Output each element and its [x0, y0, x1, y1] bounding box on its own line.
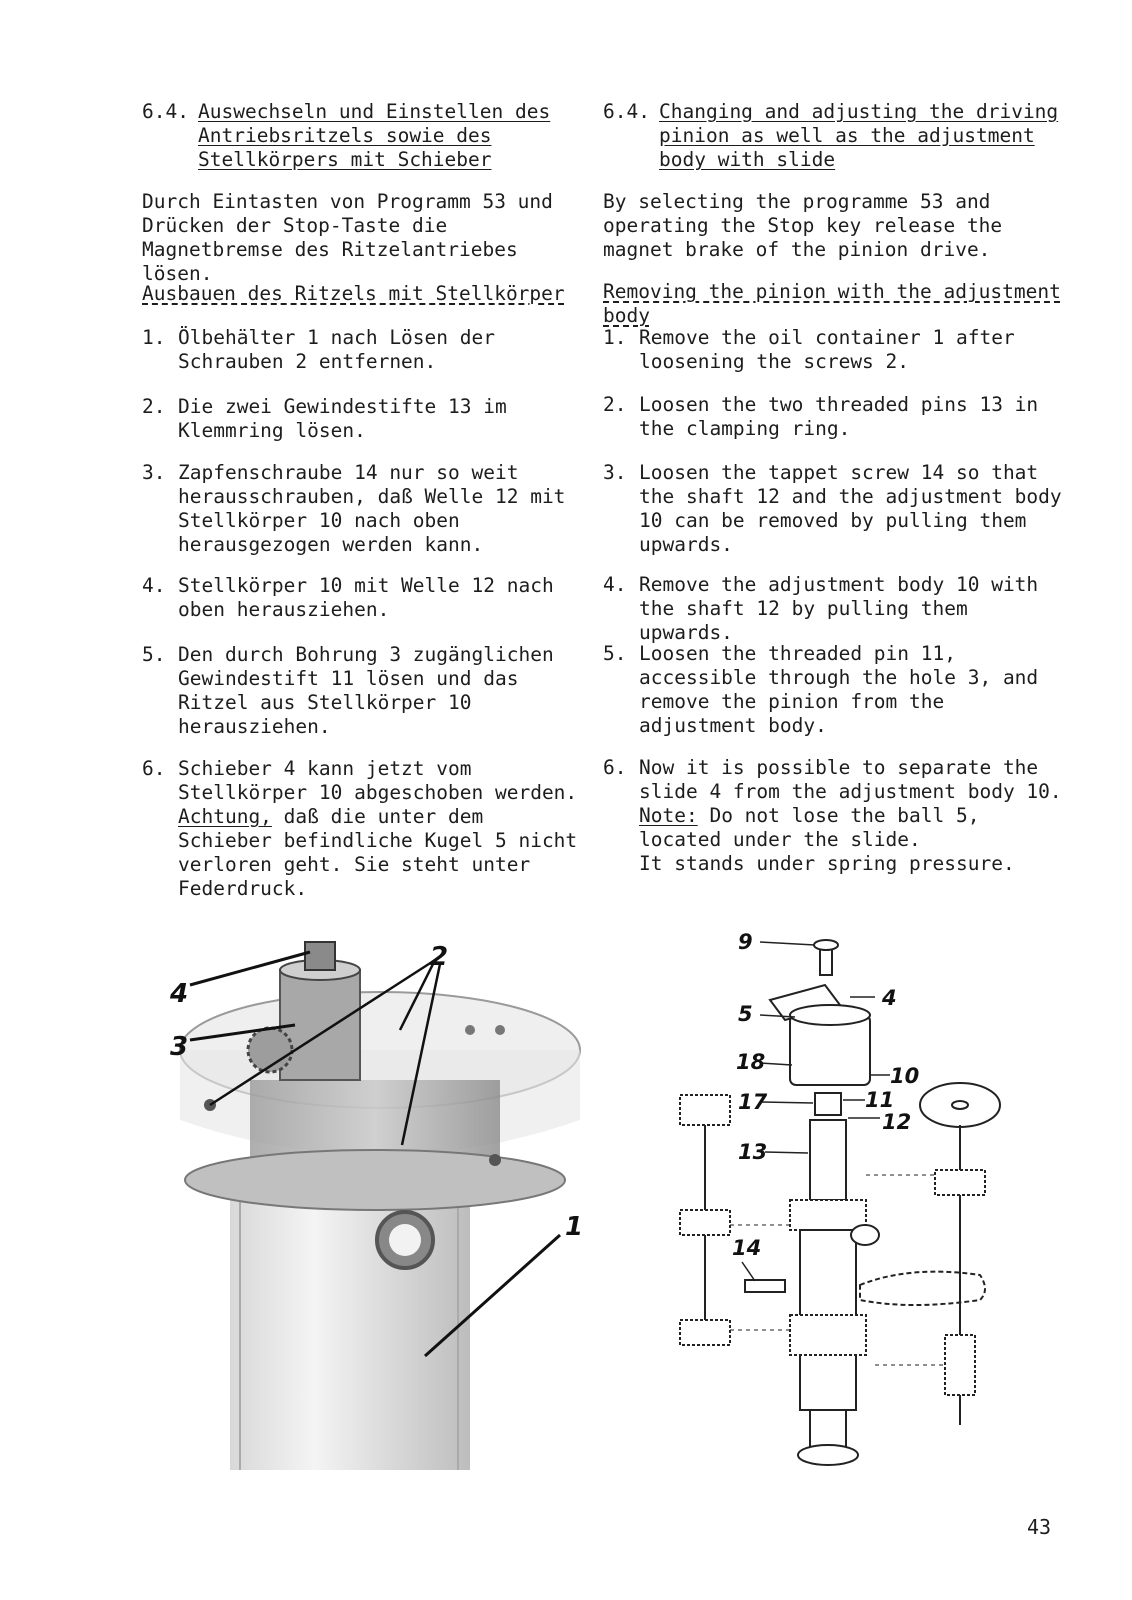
step-text-part: Do not lose the ball 5, located under the slide.: [639, 804, 980, 851]
english-subheading: Removing the pinion with the adjustment body: [603, 280, 1061, 327]
step-number: 4.: [603, 573, 627, 596]
diagram-callout-17: 17: [738, 1090, 768, 1114]
german-step-6: [142, 757, 582, 901]
step-text: Remove the adjustment body 10 with the shaft 12 by pulling them upwards.: [639, 573, 1039, 644]
step-number: 1.: [603, 326, 627, 349]
shaft-12: [810, 1120, 846, 1200]
german-step-3: [142, 461, 582, 557]
callout-3: 3: [170, 1032, 189, 1062]
assembly-photo: [140, 930, 610, 1480]
step-text-part: daß die unter dem Schieber befindliche Kugel 5 nicht verloren geht. Sie steht unter Federdruck.: [178, 805, 578, 900]
gear-upper: [790, 1200, 866, 1230]
tappet-screw-14: [745, 1280, 785, 1292]
list-item: [142, 757, 582, 901]
note-label: Note:: [639, 804, 698, 827]
callout-2: 2: [430, 942, 449, 972]
step-text: [178, 757, 582, 901]
step-number: 2.: [603, 393, 627, 416]
list-item: [142, 574, 582, 622]
diagram-callout-13: 13: [738, 1140, 768, 1164]
english-step-5: [603, 642, 1073, 738]
step-text: Die zwei Gewindestifte 13 im Klemmring lösen.: [178, 395, 507, 442]
english-step-3: [603, 461, 1073, 557]
list-item: [603, 756, 1073, 876]
oil-container-body: [230, 1170, 470, 1470]
step-number: 6.: [603, 756, 627, 779]
diagram-callout-12: 12: [882, 1110, 912, 1134]
exploded-diagram: [650, 925, 1010, 1470]
section-number: 6.4.: [603, 100, 650, 123]
section-number: 6.4.: [142, 100, 189, 123]
diagram-callout-4: 4: [882, 986, 897, 1010]
list-item: [142, 326, 582, 374]
list-item: [603, 326, 1073, 374]
diagram-callout-10: 10: [890, 1064, 920, 1088]
step-text-part: Now it is possible to separate the slide 4 from the adjustment body 10.: [639, 756, 1062, 803]
step-number: 5.: [142, 643, 166, 666]
step-text: [639, 756, 1073, 876]
list-item: [603, 461, 1073, 557]
list-item: [142, 395, 582, 443]
step-number: 5.: [603, 642, 627, 665]
page-number: 43: [1027, 1515, 1052, 1539]
german-step-5: [142, 643, 582, 739]
german-column: [142, 100, 582, 172]
section-title: Auswechseln und Einstellen des Antriebsritzels sowie des Stellkörpers mit Schieber: [198, 100, 551, 171]
note-label: Achtung,: [178, 805, 272, 828]
threaded-pin-11: [815, 1093, 841, 1115]
english-intro: By selecting the programme 53 and operating the Stop key release the magnet brake of the pinion drive.: [603, 190, 1003, 261]
list-item: [603, 393, 1073, 441]
step-text: Loosen the tappet screw 14 so that the shaft 12 and the adjustment body 10 can be removed by pulling them upwards.: [639, 461, 1062, 556]
diagram-callout-14: 14: [732, 1236, 762, 1260]
step-text: Den durch Bohrung 3 zugänglichen Gewindestift 11 lösen und das Ritzel aus Stellkörper 10 herausziehen.: [178, 643, 554, 738]
list-item: [142, 461, 582, 557]
step-number: 6.: [142, 757, 166, 780]
step-text: Remove the oil container 1 after loosening the screws 2.: [639, 326, 1015, 373]
step-text: Loosen the threaded pin 11, accessible through the hole 3, and remove the pinion from the adjustment body.: [639, 642, 1039, 737]
diagram-callout-9: 9: [738, 930, 753, 954]
step-number: 3.: [603, 461, 627, 484]
step-text-part: It stands under spring pressure.: [639, 852, 1015, 875]
english-column: [603, 100, 1073, 172]
step-number: 1.: [142, 326, 166, 349]
english-step-1: [603, 326, 1073, 374]
step-text: Zapfenschraube 14 nur so weit herausschrauben, daß Welle 12 mit Stellkörper 10 nach oben herausgezogen werden kann.: [178, 461, 566, 556]
german-step-2: [142, 395, 582, 443]
step-number: 3.: [142, 461, 166, 484]
step-text-part: Schieber 4 kann jetzt vom Stellkörper 10 abgeschoben werden.: [178, 757, 578, 804]
list-item: [603, 642, 1073, 738]
diagram-callout-5: 5: [738, 1002, 753, 1026]
english-section-heading: [603, 100, 1073, 172]
clamping-ring: [851, 1225, 879, 1245]
chain: [860, 1272, 985, 1305]
callout-4: 4: [170, 979, 189, 1009]
english-step-6: [603, 756, 1073, 876]
english-step-2: [603, 393, 1073, 441]
german-subheading: Ausbauen des Ritzels mit Stellkörper: [142, 282, 565, 305]
german-section-heading: [142, 100, 582, 172]
english-step-4: [603, 573, 1073, 645]
screw-head: [489, 1154, 501, 1166]
callout-1: 1: [565, 1212, 584, 1242]
step-number: 4.: [142, 574, 166, 597]
step-text: Stellkörper 10 mit Welle 12 nach oben herausziehen.: [178, 574, 554, 621]
step-text: Ölbehälter 1 nach Lösen der Schrauben 2 entfernen.: [178, 326, 495, 373]
step-number: 2.: [142, 395, 166, 418]
list-item: [603, 573, 1073, 645]
diagram-callout-18: 18: [736, 1050, 766, 1074]
diagram-callout-11: 11: [865, 1088, 895, 1112]
step-text: Loosen the two threaded pins 13 in the clamping ring.: [639, 393, 1039, 440]
list-item: [142, 643, 582, 739]
german-step-1: [142, 326, 582, 374]
german-step-4: [142, 574, 582, 622]
german-intro: Durch Eintasten von Programm 53 und Drücken der Stop-Taste die Magnetbremse des Ritzelantriebes lösen.: [142, 190, 553, 285]
section-title: Changing and adjusting the driving pinion as well as the adjustment body with slide: [659, 100, 1059, 171]
left-gear-top: [680, 1095, 730, 1125]
